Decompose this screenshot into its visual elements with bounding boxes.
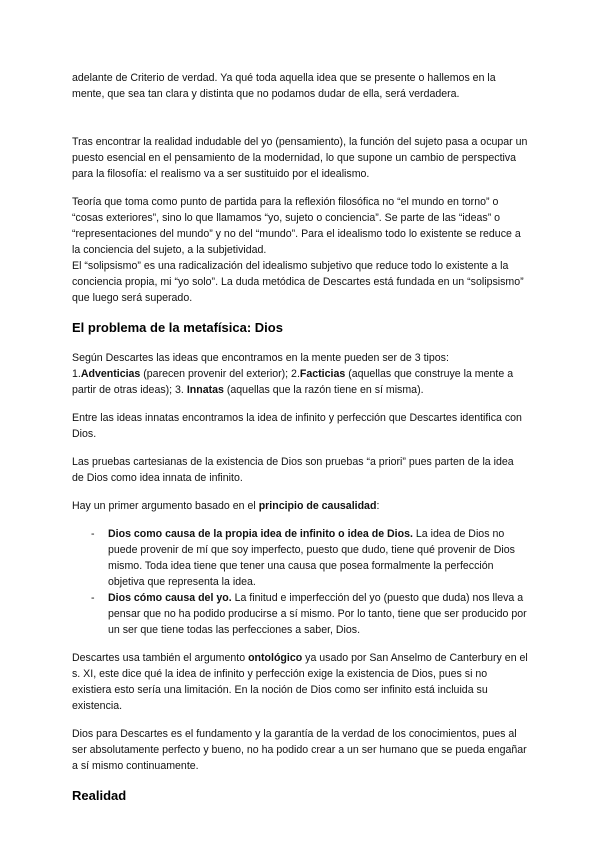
- paragraph-ontologico: [72, 650, 528, 714]
- heading-realidad: Realidad: [72, 788, 127, 803]
- document-page: [72, 70, 528, 806]
- ideas-desc-3: (aquellas que la razón tiene en sí misma).: [223, 384, 424, 396]
- paragraph-fundamento: Dios para Descartes es el fundamento y la garantía de la verdad de los conocimientos, pues al ser absolutamente perfecto y bueno, no ha podido crear a un ser humano que se pueda engañar a sí mismo continuamente.: [72, 728, 527, 772]
- ideas-term-innatas: Innatas: [186, 384, 224, 396]
- paragraph-tipos-ideas: [72, 350, 528, 398]
- list-item: [91, 526, 528, 590]
- heading-metafisica-dios: El problema de la metafísica: Dios: [72, 320, 283, 335]
- ontologico-pre: Descartes usa también el argumento: [72, 652, 249, 664]
- argument-text: La idea de Dios no puede provenir de mí que soy imperfecto, puesto que dudo, tiene qué provenir de Dios mismo. Toda idea tiene que tener una causa que posea formalmente la perfección objetiva que representa la idea.: [108, 528, 515, 588]
- dash-bullet: -: [91, 592, 95, 604]
- ideas-term-facticias: Facticias: [299, 368, 346, 380]
- ideas-number-1: 1.: [72, 368, 81, 380]
- causalidad-post: :: [376, 500, 380, 512]
- causalidad-pre: Hay un primer argumento basado en el: [72, 500, 259, 512]
- ideas-desc-2: (aquellas que construye la mente a partir de otras ideas); 3.: [72, 368, 514, 396]
- paragraph-causalidad: [72, 498, 528, 514]
- ideas-term-adventicias: Adventicias: [80, 368, 141, 380]
- argument-text: La finitud e imperfección del yo (puesto que duda) nos lleva a pensar que no ha podido producirse a sí mismo. Por lo tanto, tiene que ser producido por un ser que tiene todas las perfecciones a saber, Dios.: [108, 592, 527, 636]
- paragraph-criterio-verdad: adelante de Criterio de verdad. Ya qué toda aquella idea que se presente o hallemos en la mente, que sea tan clara y distinta que no podamos dudar de ella, será verdadera.: [72, 72, 496, 100]
- ideas-desc-1: (parecen provenir del exterior); 2.: [140, 368, 300, 380]
- ontologico-post: ya usado por San Anselmo de Canterbury en el s. XI, este dice qué la idea de infinito y perfección exige la existencia de Dios, pues si no existiera esto sería una limitación. En la noción de Dios como ser infinito está incluida su existencia.: [72, 652, 528, 712]
- paragraph-solipsismo: El “solipsismo” es una radicalización del idealismo subjetivo que reduce todo lo existente a la conciencia propia, mi “yo solo”. La duda metódica de Descartes está fundada en un “solipsismo” que luego será superado.: [72, 260, 524, 304]
- ontologico-term: ontológico: [248, 652, 303, 664]
- paragraph-realidad-yo: Tras encontrar la realidad indudable del yo (pensamiento), la función del sujeto pasa a ocupar un puesto esencial en el pensamiento de la modernidad, lo que supone un cambio de perspectiva para la filosofía: el realismo va a ser sustituido por el idealismo.: [72, 136, 528, 180]
- causalidad-term: principio de causalidad: [258, 500, 377, 512]
- argument-title: Dios como causa de la propia idea de infinito o idea de Dios.: [108, 528, 413, 540]
- dash-bullet: -: [91, 528, 95, 540]
- list-item: [91, 590, 528, 638]
- paragraph-pruebas-cartesianas: Las pruebas cartesianas de la existencia de Dios son pruebas “a priori” pues parten de la idea de Dios como idea innata de infinito.: [72, 456, 514, 484]
- ideas-intro: Según Descartes las ideas que encontramos en la mente pueden ser de 3 tipos:: [72, 352, 449, 364]
- argument-title: Dios cómo causa del yo.: [108, 592, 232, 604]
- argument-list: [72, 526, 528, 638]
- paragraph-idealismo: Teoría que toma como punto de partida para la reflexión filosófica no “el mundo en torno” o “cosas exteriores”, sino lo que llamamos “yo, sujeto o conciencia”. Se parte de las “ideas” o “representaciones del mundo” y no del “mundo”. Para el idealismo todo lo existente se reduce a la conciencia del sujeto, a la subjetividad.: [72, 196, 521, 256]
- paragraph-ideas-innatas: Entre las ideas innatas encontramos la idea de infinito y perfección que Descartes identifica con Dios.: [72, 412, 522, 440]
